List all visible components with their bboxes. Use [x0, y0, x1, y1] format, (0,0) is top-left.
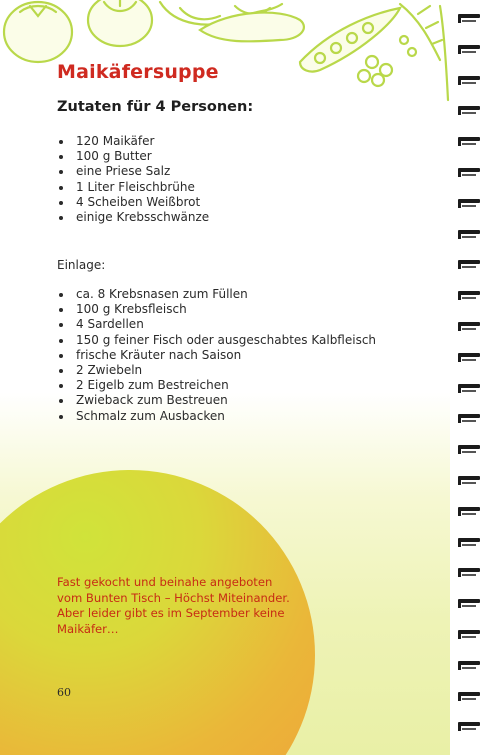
ingredient-item: einige Krebsschwänze [57, 210, 209, 225]
spiral-loop [458, 291, 480, 300]
einlage-list [57, 287, 376, 424]
spiral-loop [458, 414, 480, 423]
ingredient-list [57, 134, 209, 225]
note-text: Fast gekocht und beinahe angeboten vom Bunten Tisch – Höchst Miteinander. Aber leider gibt es im September keine Maikäfer… [57, 575, 290, 636]
spiral-loop [458, 568, 480, 577]
einlage-item: Schmalz zum Ausbacken [57, 409, 376, 424]
spiral-loop [458, 538, 480, 547]
einlage-item: 4 Sardellen [57, 317, 376, 332]
ingredient-item: 4 Scheiben Weißbrot [57, 195, 209, 210]
page-number: 60 [57, 686, 71, 699]
einlage-item: Zwieback zum Bestreuen [57, 393, 376, 408]
spiral-loop [458, 384, 480, 393]
spiral-binding [450, 0, 480, 755]
spiral-loop [458, 106, 480, 115]
einlage-item: 2 Eigelb zum Bestreichen [57, 378, 376, 393]
spiral-loop [458, 445, 480, 454]
spiral-loop [458, 322, 480, 331]
spiral-loop [458, 45, 480, 54]
ingredients-heading: Zutaten für 4 Personen: [57, 99, 254, 115]
ingredient-item: 120 Maikäfer [57, 134, 209, 149]
spiral-loop [458, 137, 480, 146]
spiral-loop [458, 353, 480, 362]
einlage-item: 100 g Krebsfleisch [57, 302, 376, 317]
spiral-loop [458, 230, 480, 239]
spiral-loop [458, 260, 480, 269]
einlage-item: 150 g feiner Fisch oder ausgeschabtes Kalbfleisch [57, 333, 376, 348]
spiral-loop [458, 661, 480, 670]
spiral-loop [458, 692, 480, 701]
spiral-loop [458, 14, 480, 23]
spiral-loop [458, 630, 480, 639]
einlage-item: 2 Zwiebeln [57, 363, 376, 378]
ingredient-item: 1 Liter Fleischbrühe [57, 180, 209, 195]
einlage-item: ca. 8 Krebsnasen zum Füllen [57, 287, 376, 302]
recipe-title: Maikäfersuppe [57, 61, 219, 83]
spiral-loop [458, 507, 480, 516]
spiral-loop [458, 722, 480, 731]
spiral-loop [458, 476, 480, 485]
einlage-item: frische Kräuter nach Saison [57, 348, 376, 363]
spiral-loop [458, 76, 480, 85]
ingredient-item: 100 g Butter [57, 149, 209, 164]
vegetable-illustration [0, 0, 450, 110]
einlage-label: Einlage: [57, 258, 106, 272]
spiral-loop [458, 199, 480, 208]
ingredient-item: eine Priese Salz [57, 164, 209, 179]
spiral-loop [458, 599, 480, 608]
spiral-loop [458, 168, 480, 177]
